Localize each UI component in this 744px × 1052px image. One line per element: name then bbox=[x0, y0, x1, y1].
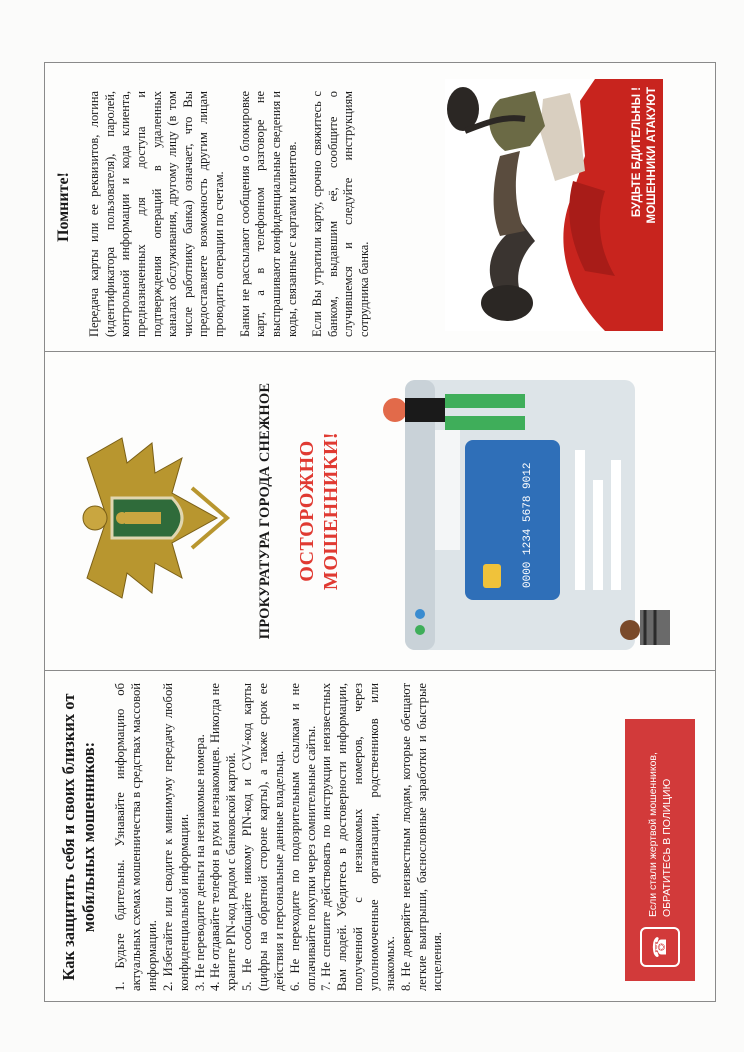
remember-paragraph: Передача карты или ее реквизитов, логина (идентификатора пользователя), паролей, контрольной информации и кода клиента, предназначенных для доступа и подтверждения операций в удаленных каналах обслуживания, другому лицу (в том числе работнику банка) означает, что Вы предоставляете возможность другим лицам проводить операции по счетам. bbox=[87, 91, 226, 337]
remember-paragraph: Если Вы утратили карту, срочно свяжитесь с банком, выдавшим её, сообщите о случившемся и следуйте инструкциям сотрудника банка. bbox=[310, 91, 371, 337]
police-phone-icon: ☎ bbox=[640, 927, 680, 967]
list-item: 5. Не сообщайте никому PIN-код и CVV-код карты (цифры на обратной стороне карты), а также срок ее действия и персональные данные владельца. bbox=[240, 683, 286, 991]
poster-caption bbox=[630, 87, 659, 224]
list-item: 3. Не переводите деньги на незнакомые номера. bbox=[192, 734, 207, 991]
police-banner-line: ОБРАТИТЕСЬ В ПОЛИЦИЮ bbox=[661, 778, 673, 917]
remember-title: Помните! bbox=[55, 172, 72, 242]
remember-text bbox=[87, 91, 383, 337]
cover-panel bbox=[45, 352, 715, 670]
caution-heading bbox=[295, 352, 343, 670]
card-fraud-illustration bbox=[375, 362, 675, 660]
list-item: 4. Не отдавайте телефон в руки незнакомцев. Никогда не храните PIN-код рядом с банковской картой. bbox=[208, 683, 239, 991]
protect-list bbox=[113, 683, 446, 991]
remember-paragraph: Банки не рассылают сообщения о блокировке карт, а в телефонном разговоре не выспрашивают конфиденциальные сведения и коды, связанные с картами клиентов. bbox=[237, 91, 299, 337]
poster-caption-line: МОШЕННИКИ АТАКУЮТ bbox=[645, 87, 658, 224]
police-banner-line: Если стали жертвой мошенников, bbox=[646, 752, 659, 917]
card-number: 0000 1234 5678 9012 bbox=[522, 462, 534, 588]
list-item: 1. Будьте бдительны. Узнавайте информацию об актуальных схемах мошенничества в средствах массовой информации. bbox=[113, 683, 159, 991]
list-item: 6. Не переходите по подозрительным ссылкам и не оплачивайте покупки через сомнительные сайты. bbox=[287, 683, 318, 991]
list-item: 7. Не спешите действовать по инструкции неизвестных Вам людей. Убедитесь в достоверности информации, полученной с незнакомых номеров, через уполномоченные организации, родственников или знакомых. bbox=[319, 683, 397, 991]
scam-attack-poster bbox=[445, 79, 663, 331]
brochure-sheet bbox=[44, 62, 716, 1002]
protect-panel bbox=[45, 671, 715, 1001]
list-item: 8. Не доверяйте неизвестным людям, которые обещают легкие выигрыши, баснословные заработки и быстрые исцеления. bbox=[398, 683, 445, 991]
remember-panel bbox=[45, 63, 715, 351]
caution-line: МОШЕННИКИ! bbox=[320, 431, 342, 591]
organization-name: ПРОКУРАТУРА ГОРОДА СНЕЖНОЕ bbox=[257, 382, 273, 640]
protect-title: Как защитить себя и своих близких от мобильных мошенников: bbox=[59, 693, 99, 981]
list-item: 2. Избегайте или сводите к минимуму передачу любой конфиденциальной информации. bbox=[160, 683, 191, 991]
prosecutor-emblem-icon bbox=[67, 428, 237, 608]
caution-line: ОСТОРОЖНО bbox=[296, 440, 318, 582]
poster-caption-line: БУДЬТЕ БДИТЕЛЬНЫ ! bbox=[631, 87, 644, 218]
police-banner bbox=[625, 719, 695, 981]
